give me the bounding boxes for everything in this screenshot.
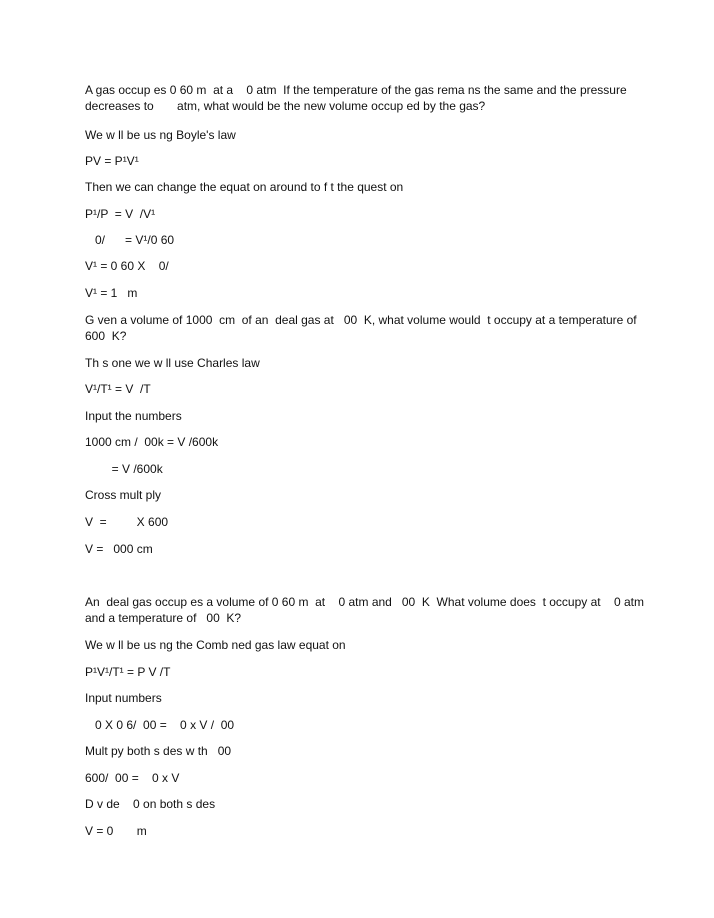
problem-3-answer: V = 0 m	[85, 824, 147, 838]
problem-2-text-line-1: G ven a volume of 1000 cm of an deal gas at 00 K, what volume would t occupy at a temperature of	[85, 313, 637, 327]
simplified-line: = V /600k	[85, 462, 163, 476]
multiply-result-line: 600/ 00 = 0 x V	[85, 771, 180, 785]
rearrange-note: Then we can change the equat on around to f t the quest on	[85, 180, 404, 194]
multiply-both-sides-label: Mult py both s des w th 00	[85, 744, 232, 758]
problem-3-text-line-2: and a temperature of 00 K?	[85, 611, 242, 625]
boyles-law-equation: PV = P¹V¹	[85, 154, 139, 168]
problem-2-answer: V = 000 cm	[85, 542, 153, 556]
problem-2-text-line-2: 600 K?	[85, 329, 127, 343]
charles-law-equation: V¹/T¹ = V /T	[85, 382, 151, 396]
problem-1-method: We w ll be us ng Boyle's law	[85, 128, 236, 142]
problem-2-method: Th s one we w ll use Charles law	[85, 356, 260, 370]
rearranged-equation: P¹/P = V /V¹	[85, 207, 156, 221]
problem-3-text-line-1: An deal gas occup es a volume of 0 60 m at 0 atm and 00 K What volume does t occupy at 0 atm	[85, 595, 644, 609]
substitution-line-3: 0 X 0 6/ 00 = 0 x V / 00	[85, 718, 235, 732]
divide-both-sides-label: D v de 0 on both s des	[85, 797, 216, 811]
substitution-line: 0/ = V¹/0 60	[85, 233, 175, 247]
problem-1-answer: V¹ = 1 m	[85, 286, 138, 300]
input-numbers-label: Input the numbers	[85, 409, 182, 423]
input-numbers-label-2: Input numbers	[85, 691, 162, 705]
cross-multiply-label: Cross mult ply	[85, 488, 162, 502]
combined-gas-law-equation: P¹V¹/T¹ = P V /T	[85, 665, 171, 679]
problem-1-text-line-1: A gas occup es 0 60 m at a 0 atm If the temperature of the gas rema ns the same and the pressure	[85, 83, 627, 97]
cross-multiply-line: V = X 600	[85, 515, 169, 529]
problem-3-method: We w ll be us ng the Comb ned gas law equat on	[85, 638, 346, 652]
problem-1-text-line-2: decreases to atm, what would be the new volume occup ed by the gas?	[85, 99, 486, 113]
multiply-line: V¹ = 0 60 X 0/	[85, 259, 169, 273]
substitution-line-2: 1000 cm / 00k = V /600k	[85, 435, 219, 449]
